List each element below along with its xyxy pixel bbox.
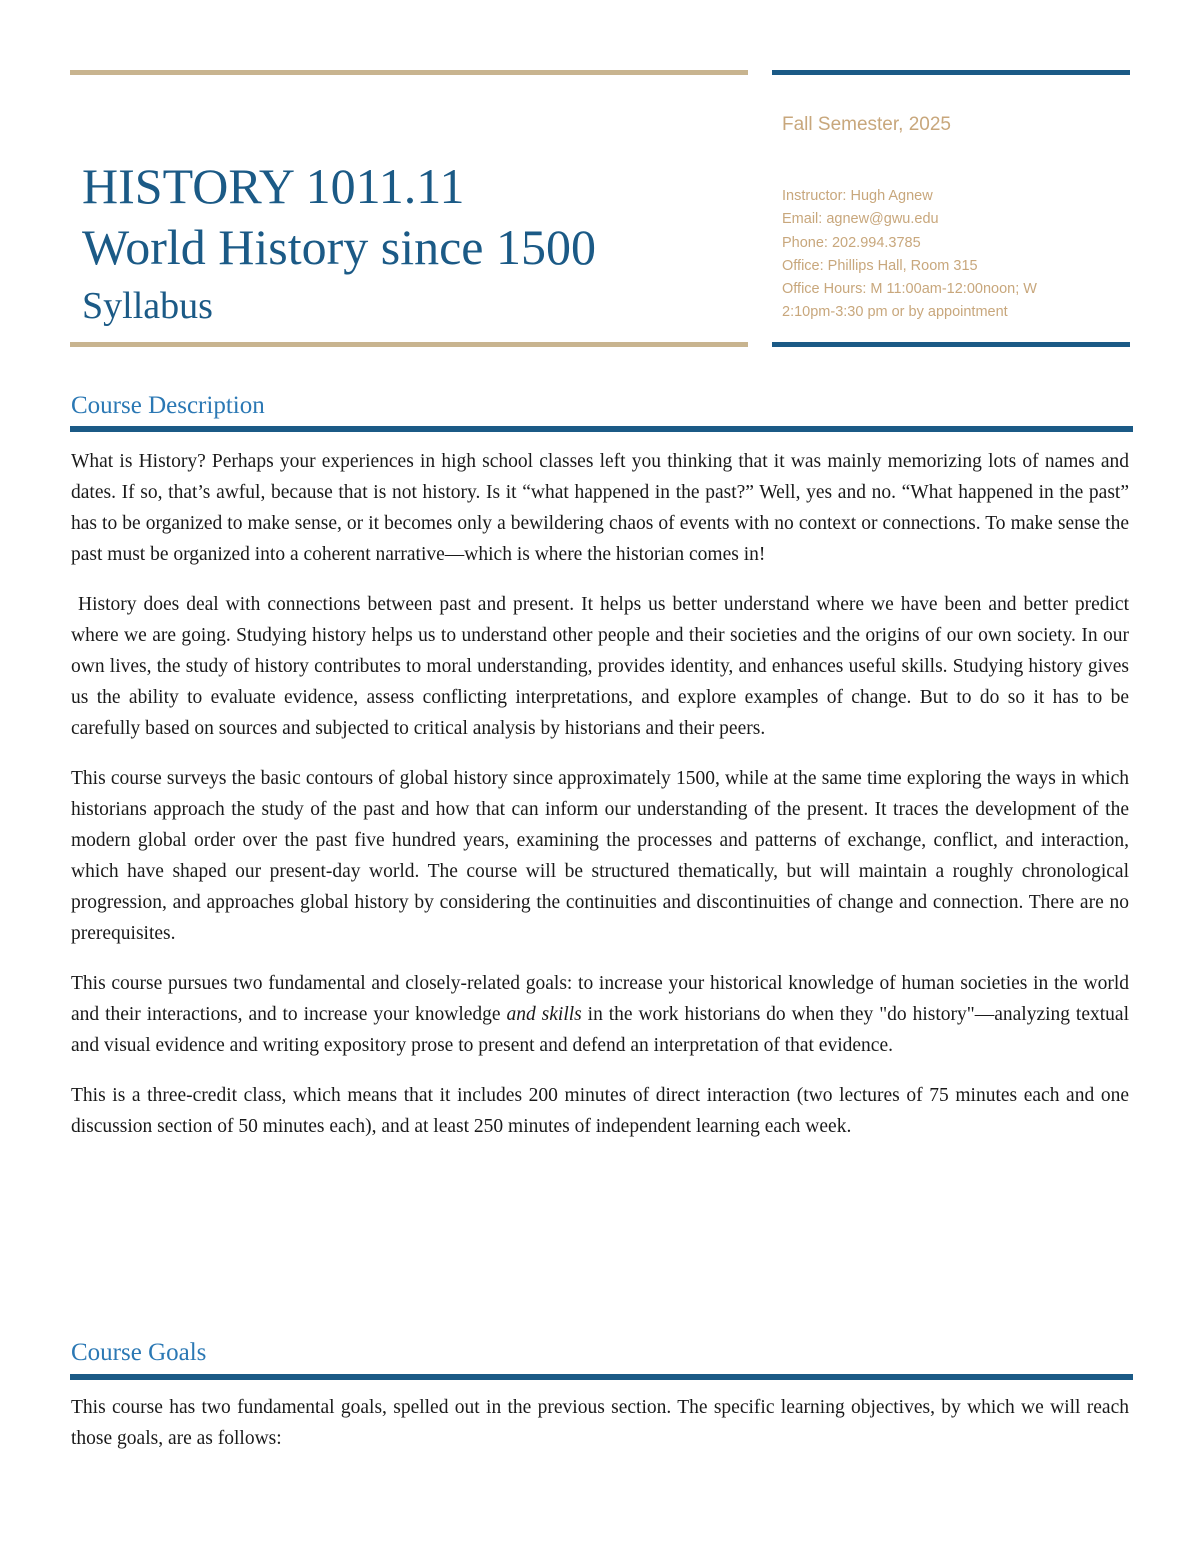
instructor: Instructor: Hugh Agnew bbox=[782, 188, 933, 204]
description-paragraph-2: History does deal with connections between past and present. It helps us better understand where we have been and better predict where we are going. Studying history helps us to understand other people and their societies and the origins of our own society. In our own lives, the study of history contributes to moral understanding, provides identity, and enhances useful skills. Studying history gives us the ability to evaluate evidence, assess conflicting interpretations, and explore examples of change. But to do so it has to be carefully based on sources and subjected to critical analysis by historians and their peers. bbox=[71, 594, 1134, 739]
course-goals-heading: Course Goals bbox=[71, 1339, 207, 1366]
title-block bbox=[82, 156, 732, 334]
description-paragraph-4-part-a: This course pursues two fundamental and closely-related goals: to increase your historical knowledge of human societies in the world and their interactions, and to increase your knowledge bbox=[71, 973, 1129, 1025]
course-title: World History since 1500 bbox=[82, 219, 596, 275]
goals-paragraph-1: This course has two fundamental goals, spelled out in the previous section. The specific learning objectives, by which we will reach those goals, are as follows: bbox=[71, 1397, 1129, 1449]
document-type: Syllabus bbox=[82, 285, 213, 327]
description-paragraph-3: This course surveys the basic contours of global history since approximately 1500, while at the same time exploring the ways in which historians approach the study of the past and how that can inform our understanding of the present. It traces the development of the modern global order over the past five hundred years, examining the processes and patterns of exchange, conflict, and interaction, which have shaped our present-day world. The course will be structured thematically, but will maintain a roughly chronological progression, and approaches global history by considering the continuities and discontinuities of change and connection. There are no prerequisites. bbox=[71, 768, 1129, 944]
email: Email: agnew@gwu.edu bbox=[782, 211, 939, 228]
description-paragraph-4 bbox=[71, 968, 1129, 1061]
semester: Fall Semester, 2025 bbox=[782, 114, 951, 135]
header-bottom-rule-left bbox=[70, 342, 748, 347]
phone: Phone: 202.994.3785 bbox=[782, 234, 921, 251]
header-bottom-rule-right bbox=[772, 342, 1130, 347]
course-goals-body bbox=[71, 1392, 1129, 1473]
course-info-sidebar bbox=[782, 110, 1127, 325]
course-code: HISTORY 1011.11 bbox=[82, 158, 465, 214]
course-goals-rule bbox=[70, 1374, 1133, 1380]
office-hours-line-2: 2:10pm-3:30 pm or by appointment bbox=[782, 304, 1008, 321]
description-paragraph-1: What is History? Perhaps your experiences in high school classes left you thinking that it was mainly memorizing lots of names and dates. If so, that’s awful, because that is not history. Is it “what happened in the past?” Well, yes and no. “What happened in the past” has to be organized to make sense, or it becomes only a bewildering chaos of events with no context or connections. To make sense the past must be organized into a coherent narrative—which is where the historian comes in! bbox=[71, 451, 1129, 565]
header-top-rule-left bbox=[70, 70, 748, 75]
header-top-rule-right bbox=[772, 70, 1130, 75]
description-paragraph-4-italic: and skills bbox=[506, 1004, 582, 1025]
office-hours-line-1: Office Hours: M 11:00am-12:00noon; W bbox=[782, 281, 1037, 298]
course-description-heading: Course Description bbox=[71, 392, 265, 419]
course-description-rule bbox=[70, 426, 1133, 432]
description-paragraph-5: This is a three-credit class, which means that it includes 200 minutes of direct interaction (two lectures of 75 minutes each and one discussion section of 50 minutes each), and at least 250 minutes of independent learning each week. bbox=[71, 1085, 1129, 1137]
course-description-body bbox=[71, 446, 1134, 1161]
office: Office: Phillips Hall, Room 315 bbox=[782, 257, 978, 274]
description-paragraph-4-part-b: in the work historians do when they "do history"—analyzing textual and visual evidence and writing expository prose to present and defend an interpretation of that evidence. bbox=[71, 1004, 1129, 1056]
